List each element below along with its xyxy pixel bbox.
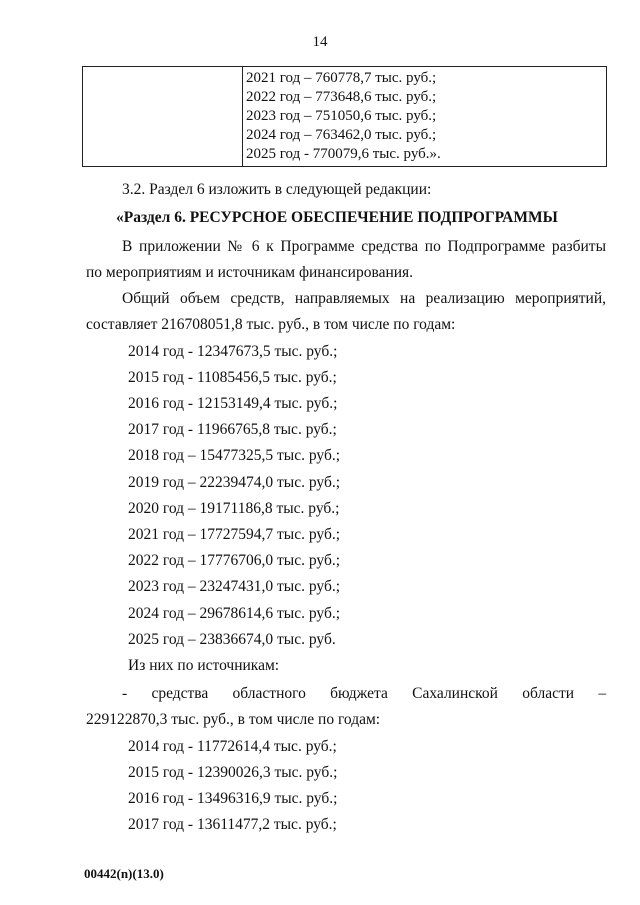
table-values-cell bbox=[243, 67, 607, 167]
year-total-line: 2017 год - 11966765,8 тыс. руб.; bbox=[128, 421, 337, 438]
table-line: 2022 год – 773648,6 тыс. руб.; bbox=[246, 89, 437, 105]
source-word: – bbox=[598, 685, 607, 702]
year-regional-line: 2016 год - 13496316,9 тыс. руб.; bbox=[128, 790, 338, 807]
source-word: бюджета bbox=[330, 685, 388, 702]
year-total-line: 2019 год – 22239474,0 тыс. руб.; bbox=[128, 474, 341, 491]
amendment-intro: 3.2. Раздел 6 изложить в следующей редакции: bbox=[122, 181, 432, 198]
year-regional-line: 2014 год - 11772614,4 тыс. руб.; bbox=[128, 738, 337, 755]
year-total-line: 2024 год – 29678614,6 тыс. руб.; bbox=[128, 605, 341, 622]
year-total-line: 2022 год – 17776706,0 тыс. руб.; bbox=[128, 552, 341, 569]
page-number: 14 bbox=[312, 34, 328, 50]
paragraph-line: Общий объем средств, направляемых на реализацию мероприятий, bbox=[122, 290, 606, 307]
sources-intro: Из них по источникам: bbox=[128, 657, 280, 674]
table-line: 2024 год – 763462,0 тыс. руб.; bbox=[246, 127, 437, 143]
year-regional-line: 2015 год - 12390026,3 тыс. руб.; bbox=[128, 764, 338, 781]
table-line: 2023 год – 751050,6 тыс. руб.; bbox=[246, 108, 437, 124]
source-line bbox=[122, 685, 606, 703]
paragraph-line: составляет 216708051,8 тыс. руб., в том числе по годам: bbox=[86, 316, 456, 333]
year-total-line: 2014 год - 12347673,5 тыс. руб.; bbox=[128, 343, 338, 360]
source-word: - bbox=[122, 685, 128, 702]
source-word: Сахалинской bbox=[412, 685, 498, 702]
year-total-line: 2020 год – 19171186,8 тыс. руб.; bbox=[128, 500, 340, 517]
year-total-line: 2016 год - 12153149,4 тыс. руб.; bbox=[128, 395, 338, 412]
year-total-line: 2015 год - 11085456,5 тыс. руб.; bbox=[128, 369, 337, 386]
source-word: областного bbox=[232, 685, 306, 702]
table-row bbox=[83, 67, 607, 167]
table-line: 2025 год - 770079,6 тыс. руб.». bbox=[246, 146, 441, 162]
table-empty-cell bbox=[83, 67, 243, 167]
document-code: 00442(n)(13.0) bbox=[84, 866, 164, 881]
paragraph-line: по мероприятиям и источникам финансирования. bbox=[86, 264, 414, 281]
funding-table bbox=[82, 66, 607, 167]
year-total-line: 2023 год – 23247431,0 тыс. руб.; bbox=[128, 578, 341, 595]
paragraph-line: 229122870,3 тыс. руб., в том числе по годам: bbox=[86, 711, 381, 728]
year-regional-line: 2017 год - 13611477,2 тыс. руб.; bbox=[128, 816, 337, 833]
source-word: области bbox=[522, 685, 575, 702]
year-total-line: 2018 год – 15477325,5 тыс. руб.; bbox=[128, 447, 341, 464]
table-line: 2021 год – 760778,7 тыс. руб.; bbox=[246, 70, 437, 86]
paragraph-line: В приложении № 6 к Программе средства по Подпрограмме разбиты bbox=[122, 238, 606, 255]
year-total-line: 2025 год – 23836674,0 тыс. руб. bbox=[128, 631, 336, 648]
section-heading: «Раздел 6. РЕСУРСНОЕ ОБЕСПЕЧЕНИЕ ПОДПРОГРАММЫ bbox=[116, 209, 558, 226]
year-total-line: 2021 год – 17727594,7 тыс. руб.; bbox=[128, 526, 341, 543]
source-word: средства bbox=[151, 685, 209, 702]
